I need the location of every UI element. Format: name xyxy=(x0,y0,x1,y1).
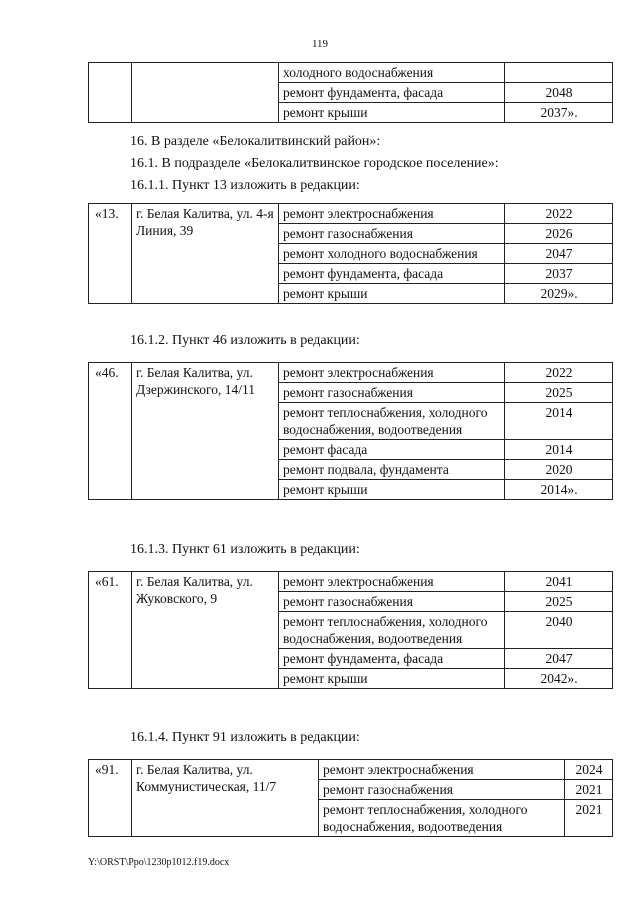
year-cell: 2014 xyxy=(505,440,613,460)
address-cell: г. Белая Калитва, ул. Жуковского, 9 xyxy=(132,572,279,689)
year-cell: 2026 xyxy=(505,224,613,244)
work-cell: ремонт теплоснабжения, холодного водоснабжения, водоотведения xyxy=(279,403,505,440)
table-item-13 xyxy=(88,203,613,304)
work-cell: ремонт теплоснабжения, холодного водоснабжения, водоотведения xyxy=(319,800,565,837)
year-cell: 2014 xyxy=(505,403,613,440)
page-number: 119 xyxy=(311,38,329,50)
work-cell: ремонт электроснабжения xyxy=(279,572,505,592)
work-cell: ремонт газоснабжения xyxy=(279,592,505,612)
num-cell: «61. xyxy=(89,572,132,689)
num-cell: «91. xyxy=(89,760,132,837)
address-cell: г. Белая Калитва, ул. Коммунистическая, 11/7 xyxy=(132,760,319,837)
address-cell xyxy=(132,63,279,123)
year-cell: 2048 xyxy=(505,83,613,103)
year-cell: 2042». xyxy=(505,669,613,689)
year-cell: 2022 xyxy=(505,204,613,224)
work-cell: ремонт фундамента, фасада xyxy=(279,264,505,284)
year-cell: 2037 xyxy=(505,264,613,284)
work-cell: ремонт газоснабжения xyxy=(319,780,565,800)
work-cell: ремонт газоснабжения xyxy=(279,224,505,244)
address-cell: г. Белая Калитва, ул. Дзержинского, 14/11 xyxy=(132,363,279,500)
table-item-91 xyxy=(88,759,613,837)
year-cell: 2037». xyxy=(505,103,613,123)
footer-file-path: Y:\ORST\Ppo\1230p1012.f19.docx xyxy=(88,857,230,868)
year-cell: 2041 xyxy=(505,572,613,592)
num-cell: «13. xyxy=(89,204,132,304)
address-cell: г. Белая Калитва, ул. 4-я Линия, 39 xyxy=(132,204,279,304)
year-cell: 2025 xyxy=(505,592,613,612)
table-row xyxy=(89,63,613,83)
work-cell: ремонт электроснабжения xyxy=(279,204,505,224)
year-cell: 2021 xyxy=(565,800,613,837)
work-cell: холодного водоснабжения xyxy=(279,63,505,83)
num-cell xyxy=(89,63,132,123)
year-cell xyxy=(505,63,613,83)
year-cell: 2040 xyxy=(505,612,613,649)
year-cell: 2047 xyxy=(505,649,613,669)
work-cell: ремонт газоснабжения xyxy=(279,383,505,403)
work-cell: ремонт фасада xyxy=(279,440,505,460)
work-cell: ремонт фундамента, фасада xyxy=(279,649,505,669)
work-cell: ремонт электроснабжения xyxy=(319,760,565,780)
work-cell: ремонт электроснабжения xyxy=(279,363,505,383)
item-16-1-1-heading: 16.1.1. Пункт 13 изложить в редакции: xyxy=(130,178,360,193)
work-cell: ремонт фундамента, фасада xyxy=(279,83,505,103)
table-row xyxy=(89,572,613,592)
num-cell: «46. xyxy=(89,363,132,500)
table-row xyxy=(89,363,613,383)
table-item-46 xyxy=(88,362,613,500)
item-16-1-3-heading: 16.1.3. Пункт 61 изложить в редакции: xyxy=(130,542,360,557)
table-item-61 xyxy=(88,571,613,689)
year-cell: 2024 xyxy=(565,760,613,780)
work-cell: ремонт теплоснабжения, холодного водоснабжения, водоотведения xyxy=(279,612,505,649)
year-cell: 2022 xyxy=(505,363,613,383)
year-cell: 2020 xyxy=(505,460,613,480)
item-16-1-2-heading: 16.1.2. Пункт 46 изложить в редакции: xyxy=(130,333,360,348)
year-cell: 2025 xyxy=(505,383,613,403)
subsection-16-1-heading: 16.1. В подразделе «Белокалитвинское городское поселение»: xyxy=(130,156,499,171)
table-row xyxy=(89,760,613,780)
table-row xyxy=(89,204,613,224)
work-cell: ремонт подвала, фундамента xyxy=(279,460,505,480)
year-cell: 2047 xyxy=(505,244,613,264)
item-16-1-4-heading: 16.1.4. Пункт 91 изложить в редакции: xyxy=(130,730,360,745)
top-table xyxy=(88,62,613,123)
work-cell: ремонт холодного водоснабжения xyxy=(279,244,505,264)
year-cell: 2029». xyxy=(505,284,613,304)
work-cell: ремонт крыши xyxy=(279,669,505,689)
year-cell: 2021 xyxy=(565,780,613,800)
work-cell: ремонт крыши xyxy=(279,480,505,500)
section-16-heading: 16. В разделе «Белокалитвинский район»: xyxy=(130,134,381,149)
work-cell: ремонт крыши xyxy=(279,284,505,304)
work-cell: ремонт крыши xyxy=(279,103,505,123)
year-cell: 2014». xyxy=(505,480,613,500)
